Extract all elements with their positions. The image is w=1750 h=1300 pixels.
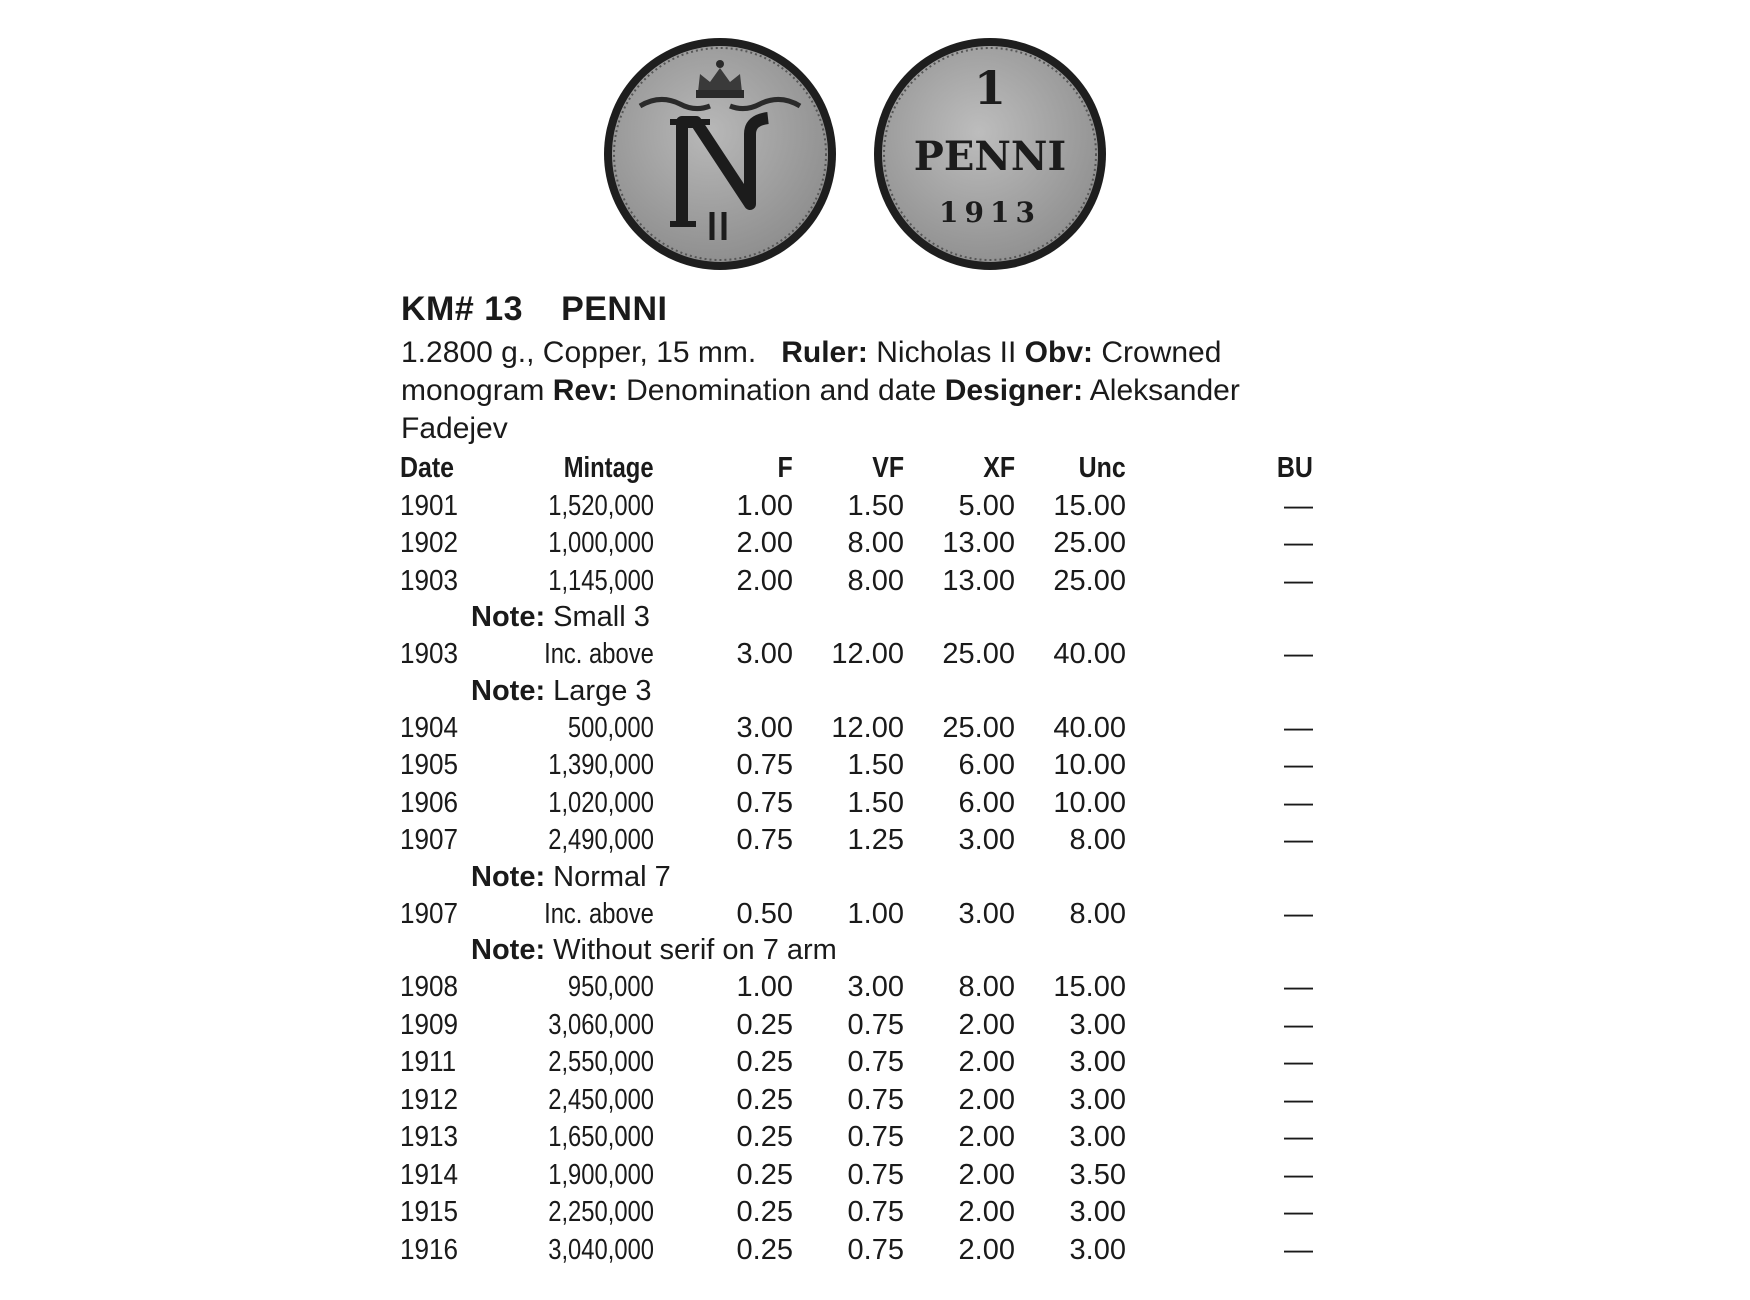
cell-vf: 3.00 (847, 971, 904, 1003)
cell-vf: 8.00 (847, 527, 904, 559)
cell-date: 1911 (400, 1046, 457, 1078)
cell-xf: 5.00 (958, 489, 1015, 522)
note (471, 860, 671, 894)
table-row (398, 747, 1313, 785)
cell-mintage: 1,520,000 (548, 489, 654, 522)
cell-bu: — (1284, 1046, 1313, 1078)
cell-unc: 15.00 (1053, 489, 1126, 522)
cell-xf: 25.00 (942, 711, 1015, 744)
col-header-vf: VF (872, 452, 904, 484)
rev-value: Denomination and date (626, 374, 937, 407)
cell-unc: 8.00 (1069, 897, 1126, 930)
designer-label: Designer: (944, 374, 1084, 407)
cell-unc: 40.00 (1053, 711, 1126, 744)
cell-f: 0.50 (736, 897, 793, 930)
cell-f: 3.00 (736, 638, 793, 670)
cell-bu: — (1284, 749, 1313, 781)
coin-name: PENNI (561, 290, 668, 328)
cell-xf: 2.00 (958, 1233, 1015, 1266)
cell-bu: — (1284, 1158, 1313, 1191)
designer-value: Aleksander Fadejev (401, 374, 1240, 445)
note-label: Note: (471, 860, 546, 893)
cell-f: 3.00 (736, 711, 793, 744)
coin-denomination-word: PENNI (913, 133, 1067, 180)
table-row (398, 1232, 1313, 1270)
cell-bu: — (1284, 1008, 1313, 1041)
cell-f: 1.00 (736, 971, 793, 1003)
cell-date: 1902 (400, 527, 459, 559)
cell-xf: 2.00 (958, 1083, 1015, 1116)
cell-date: 1906 (400, 786, 459, 819)
cell-vf: 0.75 (847, 1233, 904, 1266)
coin-description (401, 334, 1321, 448)
cell-f: 0.25 (736, 1158, 793, 1191)
table-note-row (398, 860, 1313, 896)
cell-bu: — (1284, 971, 1313, 1003)
cell-unc: 8.00 (1069, 824, 1126, 856)
cell-date: 1905 (400, 749, 459, 781)
cell-mintage: 950,000 (568, 971, 654, 1003)
cell-vf: 0.75 (847, 1008, 904, 1041)
cell-mintage: 2,250,000 (548, 1196, 654, 1228)
cell-xf: 6.00 (958, 749, 1015, 781)
cell-bu: — (1284, 711, 1313, 744)
cell-bu: — (1284, 824, 1313, 856)
table-note-row (398, 600, 1313, 636)
cell-bu: — (1284, 564, 1313, 597)
note (471, 674, 652, 708)
cell-unc: 25.00 (1053, 527, 1126, 559)
table-row (398, 1007, 1313, 1045)
col-header-f: F (777, 452, 793, 484)
cell-date: 1901 (400, 489, 459, 522)
note-label: Note: (471, 601, 546, 633)
cell-f: 2.00 (736, 564, 793, 597)
cell-mintage: 1,650,000 (548, 1121, 654, 1153)
page-title (401, 290, 667, 329)
cell-vf: 1.50 (847, 749, 904, 781)
table-body (398, 488, 1313, 1270)
ruler-value: Nicholas II (876, 336, 1017, 369)
table-note-row (398, 674, 1313, 710)
cell-mintage: Inc. above (544, 897, 654, 930)
table-row (398, 488, 1313, 526)
cell-f: 0.25 (736, 1233, 793, 1266)
cell-mintage: 1,900,000 (548, 1158, 654, 1191)
cell-xf: 8.00 (958, 971, 1015, 1003)
cell-date: 1907 (400, 824, 459, 856)
cell-f: 0.25 (736, 1008, 793, 1041)
cell-unc: 15.00 (1053, 971, 1126, 1003)
cell-vf: 1.00 (847, 897, 904, 930)
cell-mintage: Inc. above (544, 638, 654, 670)
cell-vf: 0.75 (847, 1083, 904, 1116)
cell-xf: 3.00 (958, 897, 1015, 930)
cell-date: 1908 (400, 971, 459, 1003)
cell-xf: 3.00 (958, 824, 1015, 856)
cell-bu: — (1284, 527, 1313, 559)
obv-label: Obv: (1024, 336, 1094, 369)
cell-date: 1909 (400, 1008, 459, 1041)
cell-bu: — (1284, 897, 1313, 930)
table-row (398, 896, 1313, 934)
note-text: Normal 7 (553, 860, 671, 893)
cell-mintage: 3,040,000 (548, 1233, 654, 1266)
col-header-unc: Unc (1078, 452, 1126, 484)
coin-images (600, 34, 1120, 274)
cell-date: 1907 (400, 897, 459, 930)
cell-date: 1915 (400, 1196, 459, 1228)
cell-mintage: 1,020,000 (548, 786, 654, 819)
note-text: Without serif on 7 arm (553, 934, 837, 966)
cell-xf: 25.00 (942, 638, 1015, 670)
cell-f: 2.00 (736, 527, 793, 559)
table-row (398, 969, 1313, 1007)
cell-date: 1916 (400, 1233, 459, 1266)
cell-bu: — (1284, 1233, 1313, 1266)
cell-f: 0.25 (736, 1046, 793, 1078)
price-table (398, 450, 1313, 1269)
cell-date: 1912 (400, 1083, 459, 1116)
cell-xf: 2.00 (958, 1196, 1015, 1228)
table-row (398, 525, 1313, 563)
cell-mintage: 2,450,000 (548, 1083, 654, 1116)
ruler-label: Ruler: (781, 336, 868, 369)
table-row (398, 710, 1313, 748)
table-row (398, 1119, 1313, 1157)
cell-unc: 3.50 (1069, 1158, 1126, 1191)
table-row (398, 563, 1313, 601)
note-text: Large 3 (553, 674, 652, 707)
cell-unc: 3.00 (1069, 1046, 1126, 1078)
cell-bu: — (1284, 1083, 1313, 1116)
cell-unc: 3.00 (1069, 1233, 1126, 1266)
table-note-row (398, 933, 1313, 969)
cell-mintage: 1,145,000 (548, 564, 654, 597)
cell-vf: 8.00 (847, 564, 904, 597)
coin-obverse-image (600, 34, 840, 274)
cell-unc: 3.00 (1069, 1083, 1126, 1116)
note (471, 600, 650, 634)
coin-year: 1913 (939, 196, 1041, 229)
cell-unc: 25.00 (1053, 564, 1126, 597)
cell-f: 0.75 (736, 786, 793, 819)
cell-date: 1903 (400, 564, 459, 597)
cell-xf: 2.00 (958, 1158, 1015, 1191)
cell-vf: 12.00 (831, 638, 904, 670)
catalog-number: KM# 13 (401, 290, 524, 328)
cell-f: 0.25 (736, 1196, 793, 1228)
note-text: Small 3 (553, 601, 650, 633)
cell-vf: 1.25 (847, 824, 904, 856)
cell-f: 1.00 (736, 489, 793, 522)
cell-vf: 0.75 (847, 1158, 904, 1191)
cell-vf: 12.00 (831, 711, 904, 744)
table-row (398, 1044, 1313, 1082)
note-label: Note: (471, 934, 546, 966)
cell-bu: — (1284, 638, 1313, 670)
cell-mintage: 2,490,000 (548, 824, 654, 856)
cell-mintage: 500,000 (568, 711, 654, 744)
cell-f: 0.75 (736, 749, 793, 781)
coin-specs: 1.2800 g., Copper, 15 mm. (401, 336, 757, 369)
cell-xf: 13.00 (942, 527, 1015, 559)
note-label: Note: (471, 674, 546, 707)
note (471, 933, 837, 967)
cell-xf: 2.00 (958, 1121, 1015, 1153)
obv-value: Crowned monogram (401, 336, 1222, 407)
cell-bu: — (1284, 1196, 1313, 1228)
cell-date: 1914 (400, 1158, 459, 1191)
cell-xf: 2.00 (958, 1046, 1015, 1078)
cell-bu: — (1284, 489, 1313, 522)
cell-vf: 0.75 (847, 1196, 904, 1228)
cell-xf: 2.00 (958, 1008, 1015, 1041)
cell-bu: — (1284, 786, 1313, 819)
cell-unc: 3.00 (1069, 1196, 1126, 1228)
cell-date: 1904 (400, 711, 459, 744)
table-row (398, 785, 1313, 823)
cell-xf: 6.00 (958, 786, 1015, 819)
cell-unc: 10.00 (1053, 786, 1126, 819)
col-header-bu: BU (1276, 452, 1313, 484)
table-row (398, 636, 1313, 674)
col-header-mintage: Mintage (564, 452, 654, 484)
cell-mintage: 2,550,000 (548, 1046, 654, 1078)
cell-f: 0.25 (736, 1121, 793, 1153)
cell-bu: — (1284, 1121, 1313, 1153)
cell-vf: 1.50 (847, 786, 904, 819)
table-row (398, 1194, 1313, 1232)
cell-f: 0.25 (736, 1083, 793, 1116)
cell-vf: 0.75 (847, 1046, 904, 1078)
cell-xf: 13.00 (942, 564, 1015, 597)
coin-denomination-number: 1 (973, 61, 1007, 115)
table-header (398, 450, 1313, 488)
cell-unc: 3.00 (1069, 1121, 1126, 1153)
cell-date: 1913 (400, 1121, 459, 1153)
cell-date: 1903 (400, 638, 459, 670)
table-row (398, 1157, 1313, 1195)
cell-mintage: 3,060,000 (548, 1008, 654, 1041)
table-row (398, 1082, 1313, 1120)
cell-f: 0.75 (736, 824, 793, 856)
coin-reverse-image (870, 34, 1110, 274)
rev-label: Rev: (552, 374, 618, 407)
cell-unc: 3.00 (1069, 1008, 1126, 1041)
cell-unc: 40.00 (1053, 638, 1126, 670)
col-header-date: Date (400, 452, 455, 484)
cell-vf: 0.75 (847, 1121, 904, 1153)
cell-mintage: 1,390,000 (548, 749, 654, 781)
cell-mintage: 1,000,000 (548, 527, 654, 559)
col-header-xf: XF (983, 452, 1015, 484)
table-row (398, 822, 1313, 860)
cell-unc: 10.00 (1053, 749, 1126, 781)
cell-vf: 1.50 (847, 489, 904, 522)
